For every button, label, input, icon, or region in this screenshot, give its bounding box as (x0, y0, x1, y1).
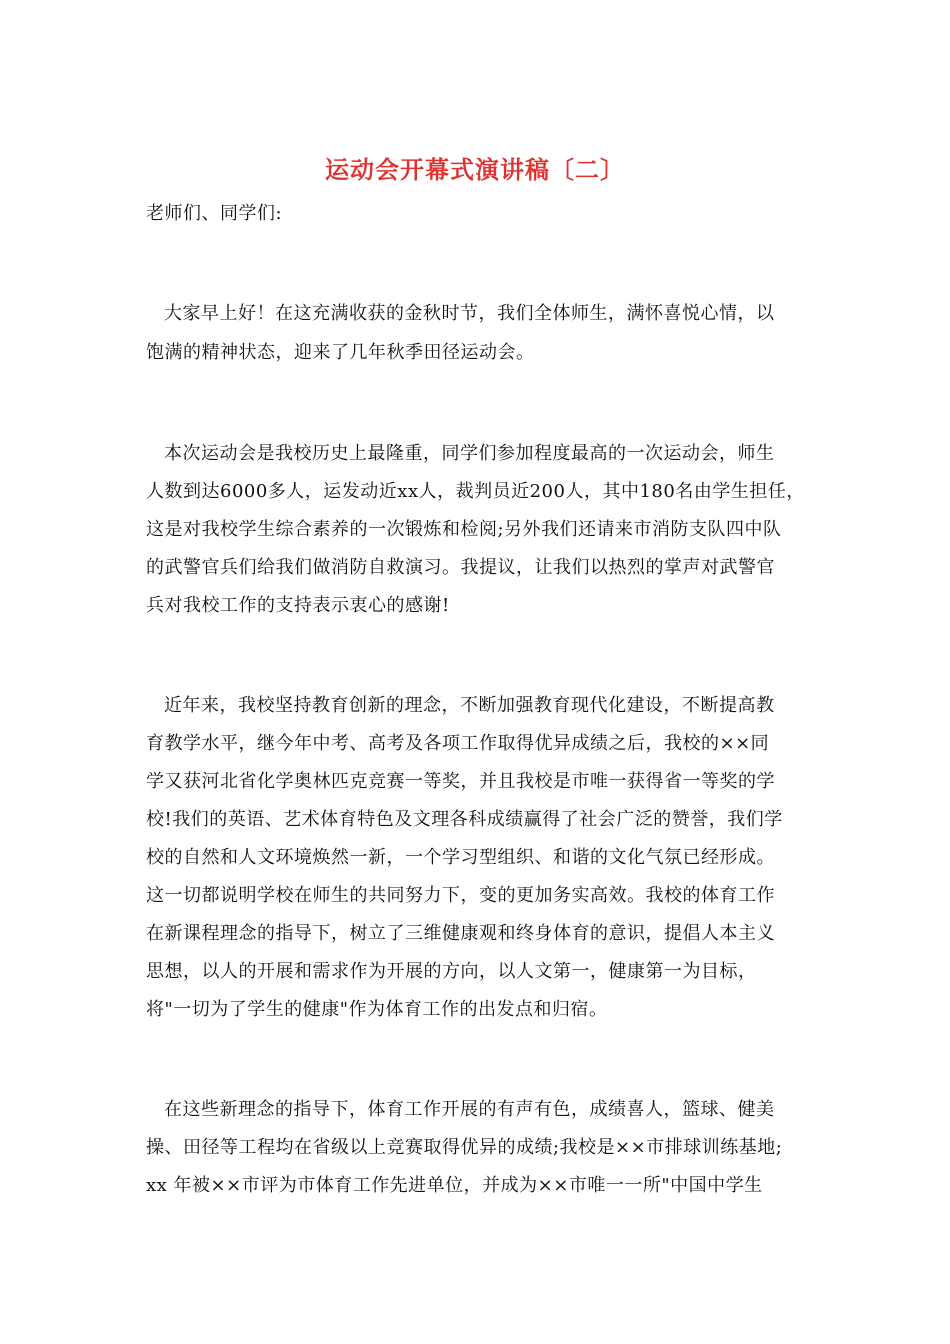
paragraph-line: 在这些新理念的指导下，体育工作开展的有声有色，成绩喜人，篮球、健美 (164, 1099, 775, 1120)
paragraph-line: 人数到达6000多人，运发动近xx人，裁判员近200人，其中180名由学生担任， (146, 481, 805, 502)
paragraph-line: 大家早上好！在这充满收获的金秋时节，我们全体师生，满怀喜悦心情，以 (164, 303, 775, 324)
paragraph-line: 校的自然和人文环境焕然一新，一个学习型组织、和谐的文化气氛已经形成。 (146, 847, 775, 868)
paragraph-line: 兵对我校工作的支持表示衷心的感谢! (146, 595, 450, 616)
salutation: 老师们、同学们: (146, 203, 283, 224)
document-title: 运动会开幕式演讲稿〔二〕 (325, 155, 625, 184)
paragraph-line: 的武警官兵们给我们做消防自救演习。我提议，让我们以热烈的掌声对武警官 (146, 557, 775, 578)
paragraph-line: xx 年被××市评为市体育工作先进单位，并成为××市唯一一所"中国中学生 (146, 1175, 763, 1196)
paragraph-line: 饱满的精神状态，迎来了几年秋季田径运动会。 (146, 342, 535, 363)
paragraph-line: 近年来，我校坚持教育创新的理念，不断加强教育现代化建设，不断提高教 (164, 695, 775, 716)
paragraph-line: 操、田径等工程均在省级以上竞赛取得优异的成绩;我校是××市排球训练基地; (146, 1137, 783, 1158)
paragraph-line: 这是对我校学生综合素养的一次锻炼和检阅;另外我们还请来市消防支队四中队 (146, 519, 782, 540)
paragraph-line: 校!我们的英语、艺术体育特色及文理各科成绩赢得了社会广泛的赞誉，我们学 (146, 809, 783, 830)
paragraph-line: 在新课程理念的指导下，树立了三维健康观和终身体育的意识，提倡人本主义 (146, 923, 775, 944)
paragraph-line: 这一切都说明学校在师生的共同努力下，变的更加务实高效。我校的体育工作 (146, 885, 775, 906)
paragraph-line: 育教学水平，继今年中考、高考及各项工作取得优异成绩之后，我校的××同 (146, 733, 770, 754)
paragraph-line: 本次运动会是我校历史上最隆重，同学们参加程度最高的一次运动会，师生 (164, 443, 775, 464)
paragraph-line: 学又获河北省化学奥林匹克竞赛一等奖，并且我校是市唯一获得省一等奖的学 (146, 771, 775, 792)
paragraph-line: 将"一切为了学生的健康"作为体育工作的出发点和归宿。 (146, 999, 608, 1020)
paragraph-line: 思想，以人的开展和需求作为开展的方向，以人文第一，健康第一为目标， (146, 961, 757, 982)
